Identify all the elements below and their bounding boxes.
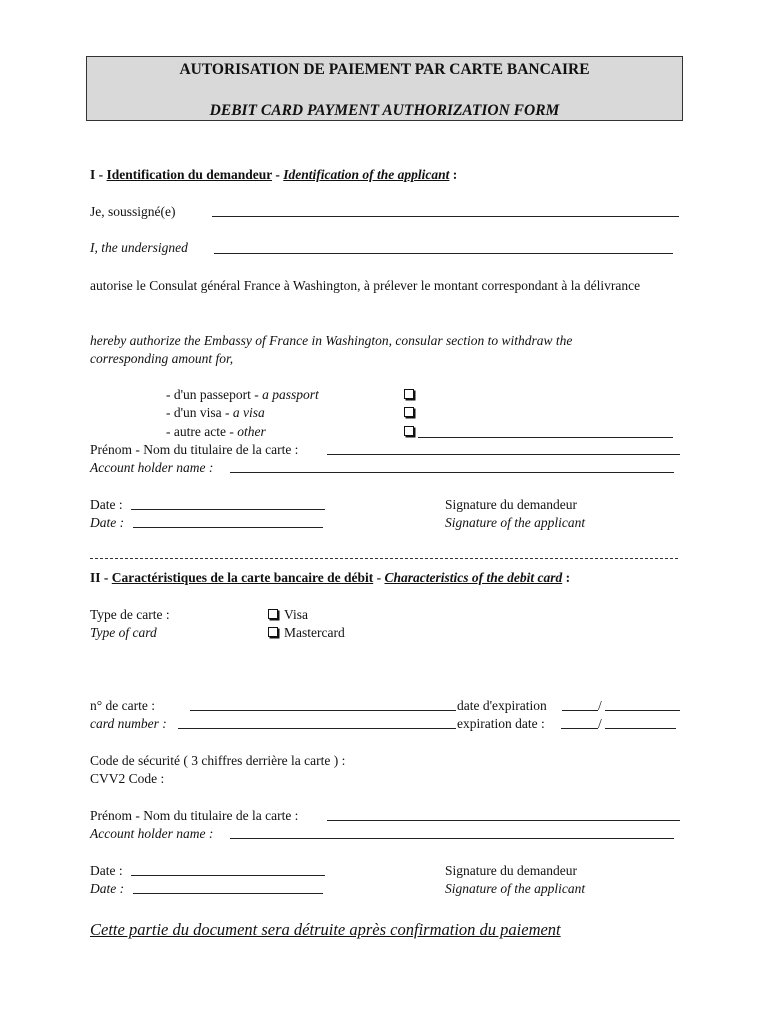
option-other-en: other <box>237 424 266 439</box>
card-number-field-en[interactable] <box>178 728 456 729</box>
holder2-field-en[interactable] <box>230 838 674 839</box>
undersigned-field-fr[interactable] <box>212 216 679 217</box>
holder2-field-fr[interactable] <box>327 820 680 821</box>
section1-heading-fr: Identification du demandeur <box>106 167 273 182</box>
expiry-month-field-en[interactable] <box>561 728 598 729</box>
section1-colon: : <box>449 167 458 182</box>
card-number-label-fr: n° de carte : <box>90 698 155 713</box>
expiry-year-field-fr[interactable] <box>605 710 680 711</box>
expiry-year-field-en[interactable] <box>605 728 676 729</box>
section2-heading-en: Characteristics of the debit card <box>384 570 563 585</box>
date-field-en[interactable] <box>133 527 323 528</box>
date2-label-en: Date : <box>90 881 125 896</box>
expiry-month-field-fr[interactable] <box>562 710 598 711</box>
option-passport-fr: - d'un passeport - <box>166 387 263 402</box>
holder2-label-en: Account holder name : <box>90 826 214 841</box>
holder-field-en[interactable] <box>230 472 674 473</box>
passport-checkbox[interactable] <box>404 389 414 399</box>
option-passport <box>166 387 319 403</box>
signature2-label-en: Signature of the applicant <box>445 881 586 896</box>
title-french: AUTORISATION DE PAIEMENT PAR CARTE BANCAIRE <box>179 61 590 78</box>
option-visa <box>166 405 265 421</box>
cvv-label-en: CVV2 Code : <box>90 771 165 786</box>
date2-field-fr[interactable] <box>131 875 325 876</box>
card-number-field-fr[interactable] <box>190 710 456 711</box>
date-label-fr: Date : <box>90 497 123 512</box>
date2-field-en[interactable] <box>133 893 323 894</box>
section2-colon: : <box>562 570 571 585</box>
cvv-label-fr: Code de sécurité ( 3 chiffres derrière la carte ) : <box>90 753 346 768</box>
option-visa-en: a visa <box>232 405 265 420</box>
card-type-label-fr: Type de carte : <box>90 607 170 622</box>
option-other <box>166 424 266 440</box>
section1-heading <box>90 167 457 183</box>
section2-number: II - <box>90 570 112 585</box>
signature-label-en: Signature of the applicant <box>445 515 586 530</box>
visa-card-checkbox[interactable] <box>268 609 278 619</box>
section2-heading-fr: Caractéristiques de la carte bancaire de débit <box>111 570 374 585</box>
option-visa-fr: - d'un visa - <box>166 405 233 420</box>
authorize-text-en: hereby authorize the Embassy of France in Washington, consular section to withdraw the corresponding amount for, <box>90 333 573 366</box>
expiry-label-fr: date d'expiration <box>457 698 547 713</box>
title-english: DEBIT CARD PAYMENT AUTHORIZATION FORM <box>209 102 560 119</box>
signature2-label-fr: Signature du demandeur <box>445 863 577 878</box>
visa-checkbox[interactable] <box>404 407 414 417</box>
undersigned-label-en: I, the undersigned <box>90 240 188 255</box>
option-passport-en: a passport <box>262 387 319 402</box>
mastercard-label: Mastercard <box>284 625 345 640</box>
expiry-slash-en: / <box>598 716 602 731</box>
other-checkbox[interactable] <box>404 426 414 436</box>
title-box <box>86 56 683 121</box>
date-label-en: Date : <box>90 515 125 530</box>
section2-separator: - <box>373 570 385 585</box>
section1-number: I - <box>90 167 107 182</box>
visa-card-label: Visa <box>284 607 308 622</box>
section2-heading <box>90 570 570 586</box>
authorize-text-fr: autorise le Consulat général France à Washington, à prélever le montant correspondant à la délivrance <box>90 278 641 293</box>
holder2-label-fr: Prénom - Nom du titulaire de la carte : <box>90 808 299 823</box>
undersigned-label-fr: Je, soussigné(e) <box>90 204 176 219</box>
section1-separator: - <box>272 167 284 182</box>
signature-label-fr: Signature du demandeur <box>445 497 577 512</box>
holder-field-fr[interactable] <box>327 454 680 455</box>
section-divider <box>90 558 678 559</box>
date-field-fr[interactable] <box>131 509 325 510</box>
holder-label-en: Account holder name : <box>90 460 214 475</box>
other-field[interactable] <box>418 437 673 438</box>
card-type-label-en: Type of card <box>90 625 157 640</box>
holder-label-fr: Prénom - Nom du titulaire de la carte : <box>90 442 299 457</box>
option-other-fr: - autre acte - <box>166 424 238 439</box>
expiry-slash-fr: / <box>598 698 602 713</box>
card-number-label-en: card number : <box>90 716 167 731</box>
section1-heading-en: Identification of the applicant <box>283 167 450 182</box>
undersigned-field-en[interactable] <box>214 253 673 254</box>
destruction-note: Cette partie du document sera détruite après confirmation du paiement <box>90 920 561 939</box>
date2-label-fr: Date : <box>90 863 123 878</box>
expiry-label-en: expiration date : <box>457 716 545 731</box>
mastercard-checkbox[interactable] <box>268 627 278 637</box>
